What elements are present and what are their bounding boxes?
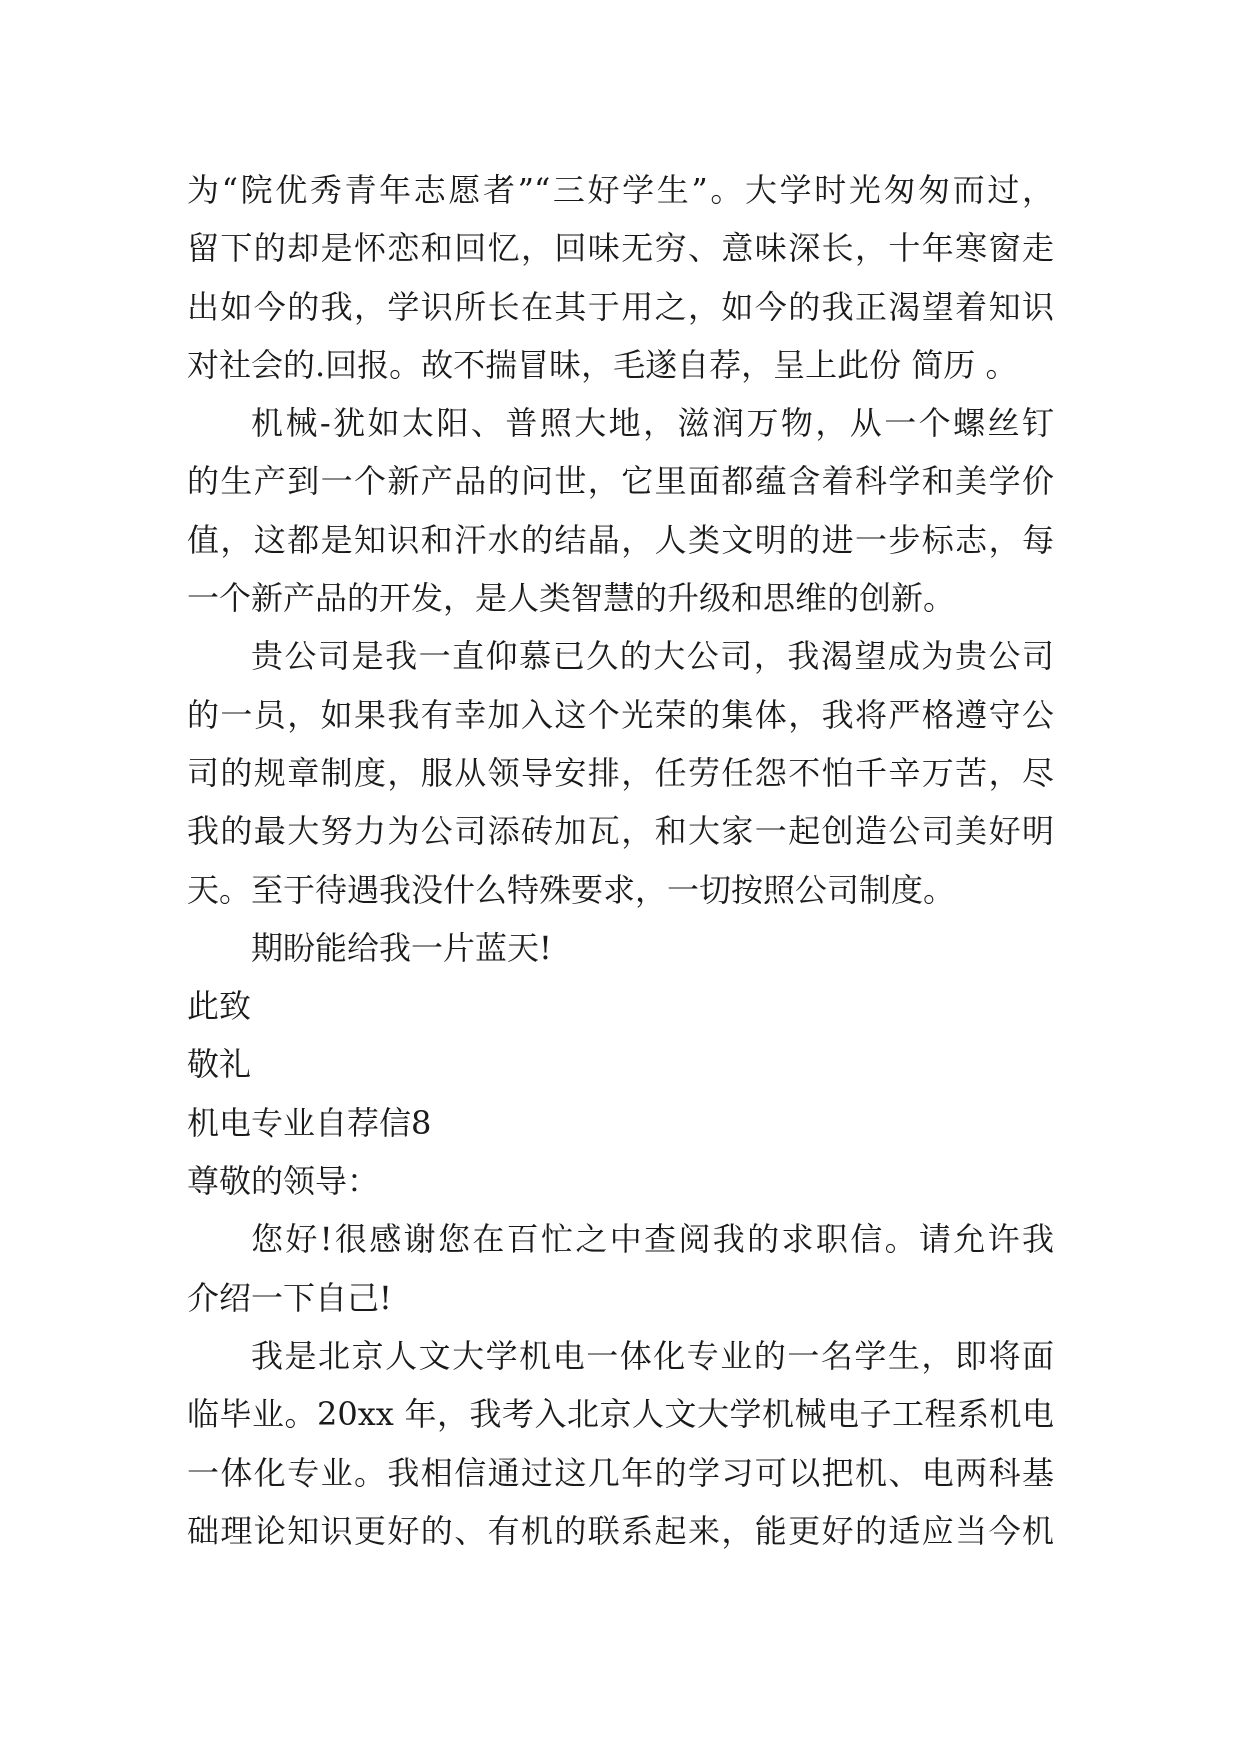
text-line: 贵公司是我一直仰慕已久的大公司，我渴望成为贵公司 <box>251 637 1054 676</box>
letter-salutation: 尊敬的领导： <box>187 1162 380 1201</box>
paragraph-graduation <box>187 161 1054 394</box>
text-line: 我的最大努力为公司添砖加瓦，和大家一起创造公司美好明 <box>187 812 1054 851</box>
text-line: 我是北京人文大学机电一体化专业的一名学生，即将面 <box>251 1336 1054 1375</box>
text-line: 值，这都是知识和汗水的结晶，人类文明的进一步标志，每 <box>187 520 1054 559</box>
text-line: 介绍一下自己! <box>187 1278 392 1317</box>
letter-title: 机电专业自荐信8 <box>187 1103 432 1142</box>
text-line: 留下的却是怀恋和回忆，回味无穷、意味深长，十年寒窗走 <box>187 229 1054 268</box>
text-line: 出如今的我，学识所长在其于用之，如今的我正渴望着知识 <box>187 287 1054 326</box>
text-line: 的生产到一个新产品的问世，它里面都蕴含着科学和美学价 <box>187 462 1054 501</box>
text-line: 天。至于待遇我没什么特殊要求，一切按照公司制度。 <box>187 870 956 909</box>
text-line: 机械-犹如太阳、普照大地，滋润万物，从一个螺丝钉 <box>251 404 1054 443</box>
text-line: 对社会的.回报。故不揣冒昧，毛遂自荐，呈上此份 简历 。 <box>187 345 1018 384</box>
text-line: 司的规章制度，服从领导安排，任劳任怨不怕千辛万苦，尽 <box>187 753 1054 792</box>
text-line: 您好!很感谢您在百忙之中查阅我的求职信。请允许我 <box>251 1220 1054 1259</box>
text-line: 临毕业。20xx 年，我考入北京人文大学机械电子工程系机电 <box>187 1395 1054 1434</box>
paragraph-greeting <box>187 1210 1054 1327</box>
text-line: 一个新产品的开发，是人类智慧的升级和思维的创新。 <box>187 579 956 618</box>
paragraph-hope <box>187 919 1054 977</box>
closing-line-1: 此致 <box>187 987 252 1026</box>
closing-line-2: 敬礼 <box>187 1045 252 1084</box>
paragraph-machinery <box>187 394 1054 627</box>
text-line: 为“院优秀青年志愿者”“三好学生”。大学时光匆匆而过， <box>187 171 1054 209</box>
text-line: 的一员，如果我有幸加入这个光荣的集体，我将严格遵守公 <box>187 695 1054 734</box>
text-line: 期盼能给我一片蓝天! <box>251 928 552 967</box>
paragraph-introduction <box>187 1327 1054 1560</box>
text-line: 础理论知识更好的、有机的联系起来，能更好的适应当今机 <box>187 1511 1054 1550</box>
text-line: 一体化专业。我相信通过这几年的学习可以把机、电两科基 <box>187 1453 1054 1492</box>
paragraph-company <box>187 627 1054 918</box>
document-body <box>187 161 1054 1560</box>
